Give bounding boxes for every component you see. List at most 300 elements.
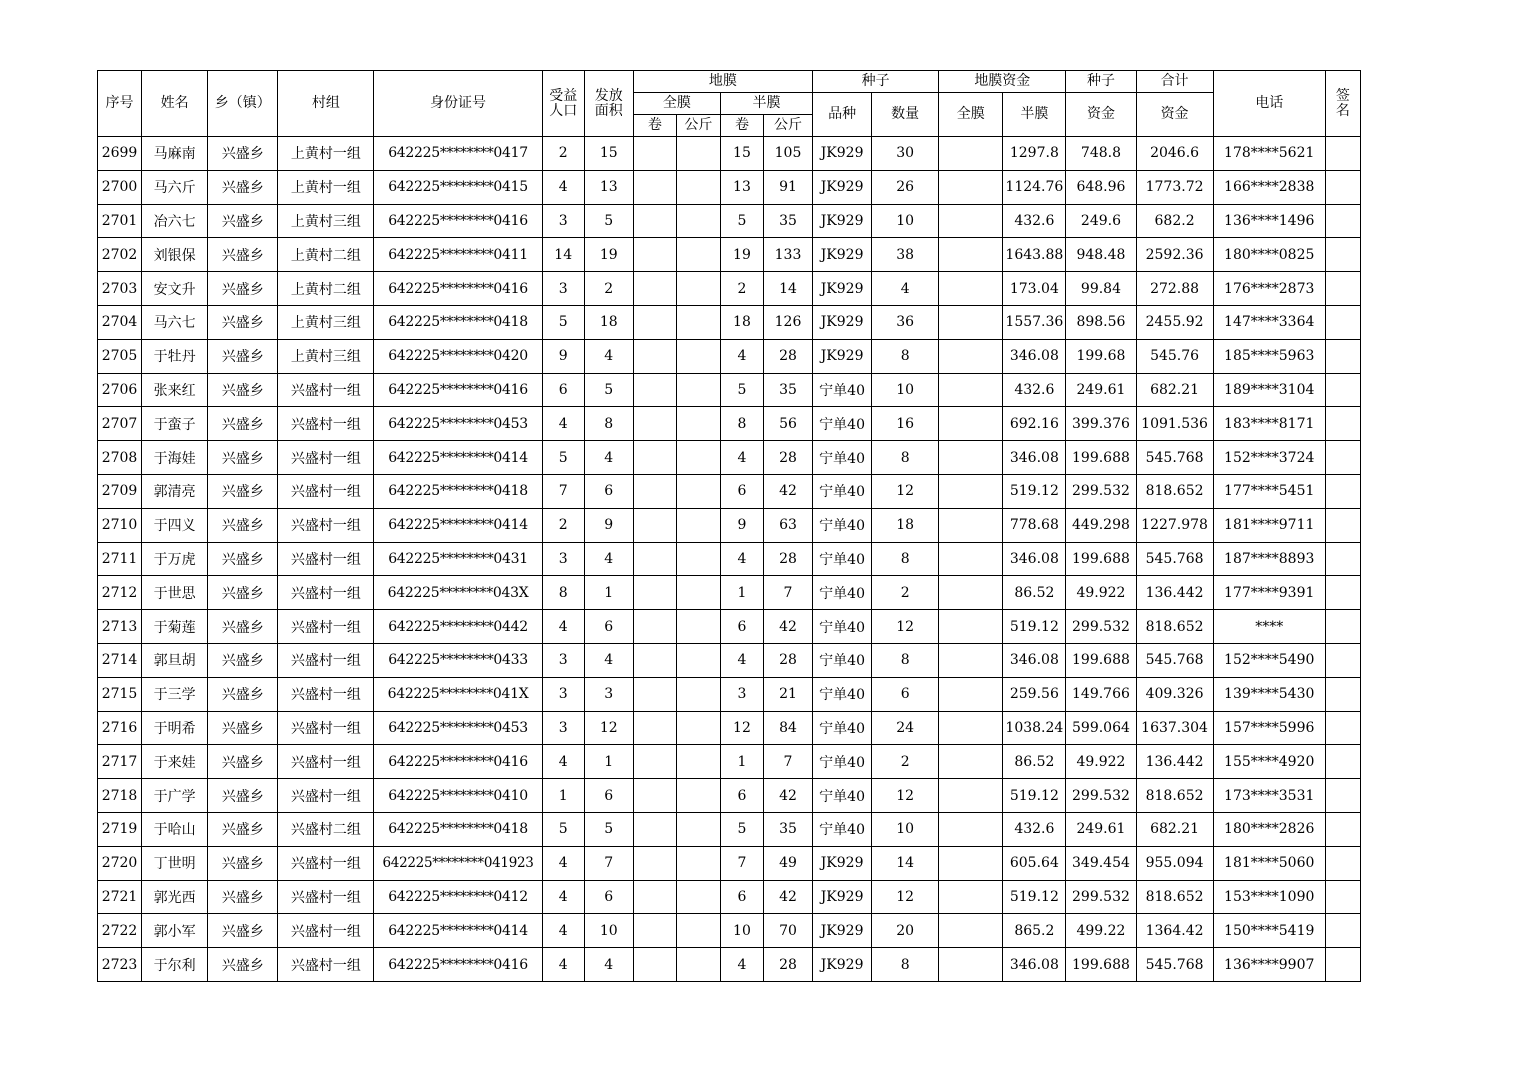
cell-half-film-roll: 2 xyxy=(720,272,763,306)
cell-township: 兴盛乡 xyxy=(208,542,278,576)
cell-name: 马六斤 xyxy=(142,170,208,204)
cell-signature xyxy=(1325,948,1360,982)
cell-seed-variety: JK929 xyxy=(813,846,872,880)
cell-full-film-roll xyxy=(633,677,676,711)
cell-beneficiaries: 4 xyxy=(542,610,584,644)
cell-village-group: 兴盛村一组 xyxy=(278,779,374,813)
cell-village-group: 兴盛村一组 xyxy=(278,508,374,542)
cell-full-film-kg xyxy=(676,812,720,846)
cell-name: 刘银保 xyxy=(142,238,208,272)
table-row xyxy=(98,407,1361,441)
cell-id-number: 642225********0416 xyxy=(374,272,542,306)
table-row xyxy=(98,305,1361,339)
cell-signature xyxy=(1325,204,1360,238)
cell-name: 马麻南 xyxy=(142,137,208,171)
cell-beneficiaries: 4 xyxy=(542,170,584,204)
cell-phone: 185****5963 xyxy=(1213,339,1325,373)
cell-signature xyxy=(1325,880,1360,914)
cell-seed-variety: 宁单40 xyxy=(813,643,872,677)
cell-half-film-kg: 7 xyxy=(763,745,812,779)
cell-full-film-roll xyxy=(633,305,676,339)
cell-name: 郭旦胡 xyxy=(142,643,208,677)
cell-beneficiaries: 7 xyxy=(542,474,584,508)
cell-seq: 2711 xyxy=(98,542,142,576)
cell-village-group: 兴盛村一组 xyxy=(278,373,374,407)
cell-seq: 2717 xyxy=(98,745,142,779)
cell-seed-funds: 249.61 xyxy=(1066,812,1136,846)
cell-total-funds: 955.094 xyxy=(1136,846,1213,880)
cell-seed-quantity: 18 xyxy=(872,508,939,542)
cell-phone: 180****0825 xyxy=(1213,238,1325,272)
cell-half-film-roll: 4 xyxy=(720,339,763,373)
cell-signature xyxy=(1325,508,1360,542)
cell-half-film-roll: 6 xyxy=(720,610,763,644)
cell-township: 兴盛乡 xyxy=(208,508,278,542)
cell-beneficiaries: 4 xyxy=(542,407,584,441)
cell-half-film-kg: 105 xyxy=(763,137,812,171)
cell-seed-quantity: 4 xyxy=(872,272,939,306)
cell-full-film-roll xyxy=(633,339,676,373)
cell-total-funds: 272.88 xyxy=(1136,272,1213,306)
cell-seed-variety: JK929 xyxy=(813,204,872,238)
cell-full-film-kg xyxy=(676,305,720,339)
cell-seed-variety: 宁单40 xyxy=(813,542,872,576)
cell-beneficiaries: 1 xyxy=(542,779,584,813)
header-half-roll: 卷 xyxy=(720,115,763,137)
cell-village-group: 兴盛村一组 xyxy=(278,846,374,880)
cell-half-film-kg: 42 xyxy=(763,880,812,914)
cell-name: 郭小军 xyxy=(142,914,208,948)
cell-total-funds: 545.768 xyxy=(1136,643,1213,677)
cell-full-film-kg xyxy=(676,272,720,306)
cell-village-group: 上黄村三组 xyxy=(278,305,374,339)
cell-signature xyxy=(1325,812,1360,846)
cell-phone: 177****5451 xyxy=(1213,474,1325,508)
cell-half-film-roll: 8 xyxy=(720,407,763,441)
cell-id-number: 642225********0411 xyxy=(374,238,542,272)
cell-phone: 136****1496 xyxy=(1213,204,1325,238)
cell-total-funds: 818.652 xyxy=(1136,880,1213,914)
cell-township: 兴盛乡 xyxy=(208,576,278,610)
header-id-number: 身份证号 xyxy=(374,71,542,137)
cell-full-film-kg xyxy=(676,204,720,238)
cell-seed-quantity: 8 xyxy=(872,948,939,982)
cell-area: 4 xyxy=(584,441,633,475)
cell-beneficiaries: 5 xyxy=(542,305,584,339)
cell-id-number: 642225********0416 xyxy=(374,204,542,238)
cell-full-film-roll xyxy=(633,812,676,846)
cell-full-film-funds xyxy=(939,272,1003,306)
cell-seed-quantity: 38 xyxy=(872,238,939,272)
cell-signature xyxy=(1325,373,1360,407)
cell-seed-quantity: 8 xyxy=(872,339,939,373)
cell-half-film-kg: 70 xyxy=(763,914,812,948)
cell-id-number: 642225********041923 xyxy=(374,846,542,880)
cell-half-film-roll: 18 xyxy=(720,305,763,339)
cell-phone: 139****5430 xyxy=(1213,677,1325,711)
cell-full-film-funds xyxy=(939,137,1003,171)
table-row xyxy=(98,948,1361,982)
cell-beneficiaries: 14 xyxy=(542,238,584,272)
cell-full-film-funds xyxy=(939,779,1003,813)
cell-id-number: 642225********041X xyxy=(374,677,542,711)
cell-id-number: 642225********0431 xyxy=(374,542,542,576)
cell-full-film-funds xyxy=(939,441,1003,475)
cell-village-group: 上黄村三组 xyxy=(278,204,374,238)
distribution-table xyxy=(97,70,1361,982)
cell-full-film-kg xyxy=(676,711,720,745)
table-row xyxy=(98,204,1361,238)
cell-full-film-roll xyxy=(633,272,676,306)
cell-full-film-kg xyxy=(676,373,720,407)
cell-half-film-kg: 28 xyxy=(763,441,812,475)
cell-beneficiaries: 5 xyxy=(542,441,584,475)
cell-name: 冶六七 xyxy=(142,204,208,238)
cell-id-number: 642225********0453 xyxy=(374,407,542,441)
cell-phone: 152****5490 xyxy=(1213,643,1325,677)
cell-full-film-kg xyxy=(676,170,720,204)
cell-half-film-funds: 259.56 xyxy=(1003,677,1066,711)
cell-township: 兴盛乡 xyxy=(208,474,278,508)
cell-area: 1 xyxy=(584,745,633,779)
cell-area: 5 xyxy=(584,812,633,846)
cell-full-film-kg xyxy=(676,610,720,644)
cell-half-film-kg: 63 xyxy=(763,508,812,542)
cell-total-funds: 545.768 xyxy=(1136,542,1213,576)
cell-full-film-roll xyxy=(633,846,676,880)
cell-full-film-funds xyxy=(939,542,1003,576)
cell-seed-funds: 299.532 xyxy=(1066,474,1136,508)
cell-phone: 176****2873 xyxy=(1213,272,1325,306)
cell-beneficiaries: 3 xyxy=(542,204,584,238)
cell-id-number: 642225********0412 xyxy=(374,880,542,914)
cell-total-funds: 545.76 xyxy=(1136,339,1213,373)
header-full-film-funds: 全膜 xyxy=(939,93,1003,137)
cell-signature xyxy=(1325,407,1360,441)
header-half-kg: 公斤 xyxy=(763,115,812,137)
cell-name: 于广学 xyxy=(142,779,208,813)
header-seed: 种子 xyxy=(813,71,939,93)
cell-township: 兴盛乡 xyxy=(208,407,278,441)
cell-half-film-funds: 692.16 xyxy=(1003,407,1066,441)
cell-total-funds: 1227.978 xyxy=(1136,508,1213,542)
cell-half-film-roll: 6 xyxy=(720,474,763,508)
cell-full-film-roll xyxy=(633,170,676,204)
cell-seq: 2715 xyxy=(98,677,142,711)
table-row xyxy=(98,880,1361,914)
cell-half-film-roll: 10 xyxy=(720,914,763,948)
cell-village-group: 兴盛村一组 xyxy=(278,474,374,508)
cell-half-film-funds: 778.68 xyxy=(1003,508,1066,542)
cell-seq: 2703 xyxy=(98,272,142,306)
cell-area: 4 xyxy=(584,339,633,373)
cell-id-number: 642225********0442 xyxy=(374,610,542,644)
cell-signature xyxy=(1325,441,1360,475)
cell-name: 于明希 xyxy=(142,711,208,745)
cell-seed-funds: 299.532 xyxy=(1066,779,1136,813)
cell-half-film-kg: 49 xyxy=(763,846,812,880)
cell-half-film-funds: 519.12 xyxy=(1003,880,1066,914)
cell-full-film-roll xyxy=(633,576,676,610)
cell-phone: 180****2826 xyxy=(1213,812,1325,846)
cell-half-film-roll: 4 xyxy=(720,948,763,982)
cell-seed-funds: 299.532 xyxy=(1066,880,1136,914)
cell-name: 于海娃 xyxy=(142,441,208,475)
cell-id-number: 642225********0453 xyxy=(374,711,542,745)
cell-half-film-funds: 1557.36 xyxy=(1003,305,1066,339)
cell-township: 兴盛乡 xyxy=(208,373,278,407)
cell-area: 6 xyxy=(584,610,633,644)
cell-area: 19 xyxy=(584,238,633,272)
table-row xyxy=(98,779,1361,813)
cell-half-film-funds: 86.52 xyxy=(1003,576,1066,610)
cell-phone: 153****1090 xyxy=(1213,880,1325,914)
cell-township: 兴盛乡 xyxy=(208,914,278,948)
cell-seed-quantity: 12 xyxy=(872,474,939,508)
cell-half-film-kg: 35 xyxy=(763,204,812,238)
cell-name: 安文升 xyxy=(142,272,208,306)
cell-phone: 136****9907 xyxy=(1213,948,1325,982)
cell-signature xyxy=(1325,745,1360,779)
cell-full-film-funds xyxy=(939,677,1003,711)
cell-seed-variety: JK929 xyxy=(813,170,872,204)
cell-total-funds: 1091.536 xyxy=(1136,407,1213,441)
cell-full-film-funds xyxy=(939,711,1003,745)
cell-township: 兴盛乡 xyxy=(208,677,278,711)
cell-half-film-funds: 519.12 xyxy=(1003,779,1066,813)
cell-seed-funds: 299.532 xyxy=(1066,610,1136,644)
cell-full-film-roll xyxy=(633,238,676,272)
cell-id-number: 642225********0417 xyxy=(374,137,542,171)
cell-area: 5 xyxy=(584,373,633,407)
cell-signature xyxy=(1325,137,1360,171)
cell-full-film-roll xyxy=(633,474,676,508)
cell-half-film-kg: 7 xyxy=(763,576,812,610)
cell-seed-variety: JK929 xyxy=(813,914,872,948)
header-full-film: 全膜 xyxy=(633,93,720,115)
cell-half-film-kg: 14 xyxy=(763,272,812,306)
cell-seed-variety: JK929 xyxy=(813,880,872,914)
cell-half-film-funds: 346.08 xyxy=(1003,441,1066,475)
cell-total-funds: 409.326 xyxy=(1136,677,1213,711)
cell-village-group: 兴盛村一组 xyxy=(278,576,374,610)
header-township: 乡（镇） xyxy=(208,71,278,137)
cell-half-film-kg: 133 xyxy=(763,238,812,272)
cell-seed-variety: JK929 xyxy=(813,339,872,373)
cell-village-group: 兴盛村一组 xyxy=(278,880,374,914)
cell-township: 兴盛乡 xyxy=(208,441,278,475)
cell-seed-variety: 宁单40 xyxy=(813,610,872,644)
cell-beneficiaries: 4 xyxy=(542,948,584,982)
cell-half-film-kg: 91 xyxy=(763,170,812,204)
cell-full-film-kg xyxy=(676,745,720,779)
cell-name: 于四义 xyxy=(142,508,208,542)
cell-half-film-funds: 1124.76 xyxy=(1003,170,1066,204)
cell-township: 兴盛乡 xyxy=(208,643,278,677)
cell-full-film-roll xyxy=(633,914,676,948)
cell-township: 兴盛乡 xyxy=(208,948,278,982)
cell-seed-quantity: 16 xyxy=(872,407,939,441)
cell-full-film-funds xyxy=(939,812,1003,846)
cell-signature xyxy=(1325,677,1360,711)
cell-total-funds: 818.652 xyxy=(1136,779,1213,813)
cell-name: 于牡丹 xyxy=(142,339,208,373)
cell-seed-quantity: 30 xyxy=(872,137,939,171)
cell-half-film-kg: 42 xyxy=(763,474,812,508)
cell-half-film-kg: 28 xyxy=(763,542,812,576)
cell-full-film-kg xyxy=(676,914,720,948)
cell-half-film-roll: 19 xyxy=(720,238,763,272)
cell-seed-variety: JK929 xyxy=(813,272,872,306)
cell-seed-variety: 宁单40 xyxy=(813,373,872,407)
cell-total-funds: 136.442 xyxy=(1136,745,1213,779)
cell-village-group: 兴盛村一组 xyxy=(278,542,374,576)
cell-area: 4 xyxy=(584,643,633,677)
cell-full-film-roll xyxy=(633,948,676,982)
cell-full-film-roll xyxy=(633,610,676,644)
cell-half-film-roll: 4 xyxy=(720,542,763,576)
cell-area: 5 xyxy=(584,204,633,238)
cell-full-film-roll xyxy=(633,745,676,779)
cell-full-film-funds xyxy=(939,373,1003,407)
table-row xyxy=(98,238,1361,272)
cell-full-film-funds xyxy=(939,880,1003,914)
cell-area: 1 xyxy=(584,576,633,610)
cell-full-film-funds xyxy=(939,508,1003,542)
cell-beneficiaries: 5 xyxy=(542,812,584,846)
cell-seq: 2722 xyxy=(98,914,142,948)
cell-area: 4 xyxy=(584,948,633,982)
cell-signature xyxy=(1325,339,1360,373)
cell-name: 于尔利 xyxy=(142,948,208,982)
cell-total-funds: 682.2 xyxy=(1136,204,1213,238)
table-body xyxy=(98,137,1361,982)
cell-half-film-roll: 1 xyxy=(720,576,763,610)
cell-id-number: 642225********0415 xyxy=(374,170,542,204)
table-header xyxy=(98,71,1361,137)
cell-full-film-roll xyxy=(633,542,676,576)
header-phone: 电话 xyxy=(1213,71,1325,137)
cell-seed-quantity: 12 xyxy=(872,880,939,914)
cell-half-film-roll: 5 xyxy=(720,812,763,846)
cell-phone: 152****3724 xyxy=(1213,441,1325,475)
cell-township: 兴盛乡 xyxy=(208,610,278,644)
cell-id-number: 642225********0414 xyxy=(374,914,542,948)
cell-total-funds: 545.768 xyxy=(1136,948,1213,982)
cell-signature xyxy=(1325,238,1360,272)
cell-signature xyxy=(1325,643,1360,677)
cell-seq: 2710 xyxy=(98,508,142,542)
cell-signature xyxy=(1325,474,1360,508)
cell-half-film-roll: 6 xyxy=(720,880,763,914)
table-row xyxy=(98,914,1361,948)
cell-village-group: 兴盛村一组 xyxy=(278,441,374,475)
cell-area: 6 xyxy=(584,880,633,914)
cell-id-number: 642225********0416 xyxy=(374,745,542,779)
cell-full-film-funds xyxy=(939,238,1003,272)
cell-seed-quantity: 6 xyxy=(872,677,939,711)
cell-half-film-roll: 6 xyxy=(720,779,763,813)
cell-id-number: 642225********043X xyxy=(374,576,542,610)
cell-full-film-funds xyxy=(939,745,1003,779)
cell-township: 兴盛乡 xyxy=(208,305,278,339)
cell-township: 兴盛乡 xyxy=(208,745,278,779)
cell-seed-funds: 449.298 xyxy=(1066,508,1136,542)
table-row xyxy=(98,137,1361,171)
cell-seed-funds: 199.688 xyxy=(1066,542,1136,576)
cell-village-group: 兴盛村一组 xyxy=(278,643,374,677)
cell-seed-quantity: 12 xyxy=(872,610,939,644)
cell-township: 兴盛乡 xyxy=(208,204,278,238)
cell-seed-variety: 宁单40 xyxy=(813,677,872,711)
cell-seed-quantity: 8 xyxy=(872,643,939,677)
table-row xyxy=(98,441,1361,475)
cell-beneficiaries: 8 xyxy=(542,576,584,610)
cell-half-film-kg: 28 xyxy=(763,948,812,982)
cell-seq: 2712 xyxy=(98,576,142,610)
cell-area: 18 xyxy=(584,305,633,339)
header-name: 姓名 xyxy=(142,71,208,137)
cell-phone: 155****4920 xyxy=(1213,745,1325,779)
cell-id-number: 642225********0418 xyxy=(374,474,542,508)
cell-village-group: 兴盛村二组 xyxy=(278,812,374,846)
cell-beneficiaries: 3 xyxy=(542,643,584,677)
cell-seed-funds: 648.96 xyxy=(1066,170,1136,204)
cell-full-film-kg xyxy=(676,643,720,677)
cell-full-film-funds xyxy=(939,474,1003,508)
cell-village-group: 上黄村一组 xyxy=(278,137,374,171)
cell-seed-funds: 349.454 xyxy=(1066,846,1136,880)
cell-total-funds: 136.442 xyxy=(1136,576,1213,610)
cell-full-film-kg xyxy=(676,677,720,711)
cell-beneficiaries: 6 xyxy=(542,373,584,407)
cell-seq: 2716 xyxy=(98,711,142,745)
header-seed-funds-bottom: 资金 xyxy=(1066,93,1136,137)
cell-seed-funds: 199.688 xyxy=(1066,643,1136,677)
cell-full-film-kg xyxy=(676,948,720,982)
cell-beneficiaries: 4 xyxy=(542,914,584,948)
cell-half-film-funds: 1038.24 xyxy=(1003,711,1066,745)
cell-phone: 177****9391 xyxy=(1213,576,1325,610)
cell-seed-quantity: 8 xyxy=(872,542,939,576)
cell-id-number: 642225********0414 xyxy=(374,508,542,542)
cell-half-film-roll: 12 xyxy=(720,711,763,745)
cell-full-film-funds xyxy=(939,339,1003,373)
cell-half-film-funds: 605.64 xyxy=(1003,846,1066,880)
cell-seed-quantity: 10 xyxy=(872,204,939,238)
cell-full-film-funds xyxy=(939,576,1003,610)
cell-full-film-kg xyxy=(676,407,720,441)
cell-seq: 2714 xyxy=(98,643,142,677)
table-row xyxy=(98,373,1361,407)
cell-seed-quantity: 14 xyxy=(872,846,939,880)
cell-half-film-roll: 1 xyxy=(720,745,763,779)
cell-phone: 150****5419 xyxy=(1213,914,1325,948)
header-film-funds: 地膜资金 xyxy=(939,71,1066,93)
cell-area: 7 xyxy=(584,846,633,880)
cell-total-funds: 2046.6 xyxy=(1136,137,1213,171)
cell-half-film-kg: 35 xyxy=(763,812,812,846)
cell-half-film-funds: 432.6 xyxy=(1003,373,1066,407)
cell-full-film-funds xyxy=(939,305,1003,339)
cell-half-film-funds: 865.2 xyxy=(1003,914,1066,948)
cell-beneficiaries: 9 xyxy=(542,339,584,373)
table-row xyxy=(98,812,1361,846)
table-row xyxy=(98,677,1361,711)
cell-half-film-roll: 3 xyxy=(720,677,763,711)
table-row xyxy=(98,339,1361,373)
cell-seq: 2713 xyxy=(98,610,142,644)
